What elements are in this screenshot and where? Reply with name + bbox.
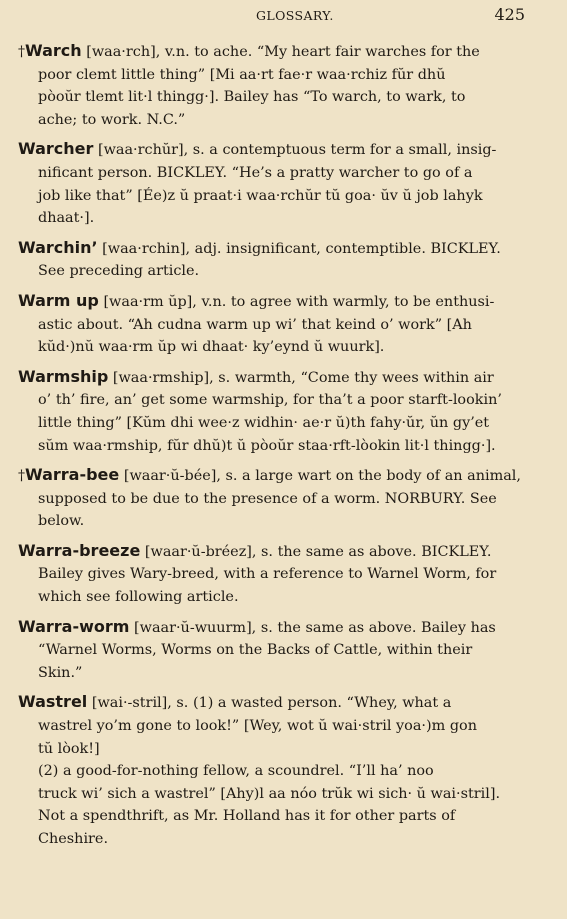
entry-line — [38, 662, 547, 685]
entry-text: Cheshire. — [38, 831, 109, 847]
entry-line — [38, 828, 547, 851]
entry-line — [18, 540, 547, 564]
entry-line — [38, 389, 547, 412]
entry-text: wastrel yo’m gone to look!” [Wey, wot ŭ wai·stril yoa·)m gon — [38, 718, 477, 735]
entry-line — [18, 366, 547, 390]
entry-text: [waar·ŭ-bréez], s. the same as above. BICKLEY. — [144, 543, 492, 560]
entry-line — [38, 185, 547, 208]
entry-text: (2) a good-for-nothing fellow, a scoundrel. “I’ll ha’ noo — [38, 763, 434, 780]
glossary-entry — [18, 616, 547, 685]
entry-text: job like that” [Ée)z ŭ praat·i waa·rchŭr tŭ goa· ŭv ŭ job lahyk — [38, 187, 483, 204]
entry-text: Bailey gives Wary-breed, with a reference to Warnel Worm, for — [38, 566, 497, 583]
headword: Warm up — [18, 290, 99, 310]
entry-line — [38, 738, 547, 761]
entry-text: which see following article. — [38, 589, 239, 606]
glossary-entry — [18, 237, 547, 283]
glossary-entries — [18, 40, 547, 851]
obsolete-marker: † — [18, 44, 25, 60]
entry-text: o’ th’ fire, an’ get some warmship, for tha’t a poor starft-lookin’ — [38, 392, 502, 409]
entry-text: poor clemt little thing” [Mi aa·rt fae·r waa·rchiz fŭr dhŭ — [38, 66, 446, 83]
entry-text: [waar·ŭ-wuurm], s. the same as above. Bailey has — [134, 619, 496, 636]
entry-line — [18, 237, 547, 261]
glossary-entry — [18, 464, 547, 533]
entry-text: [waa·rch], v.n. to ache. “My heart fair warches for the — [86, 44, 480, 60]
entry-text: Skin.” — [38, 664, 83, 681]
page-number: 425 — [494, 5, 525, 24]
page-header — [18, 0, 547, 40]
entry-line — [18, 40, 547, 64]
entry-line — [38, 86, 547, 109]
entry-text: pòoŭr tlemt lit·l thingg·]. Bailey has “To warch, to wark, to — [38, 89, 466, 106]
entry-line — [38, 488, 547, 511]
entry-line — [38, 715, 547, 738]
entry-text: kŭd·)nŭ waa·rm ŭp wi dhaat· ky’eynd ŭ wuurk]. — [38, 339, 385, 356]
entry-line — [38, 760, 547, 783]
running-title: GLOSSARY. — [256, 8, 334, 23]
entry-line — [18, 464, 547, 488]
entry-text: ache; to work. N.C.” — [38, 111, 186, 128]
entry-text: dhaat·]. — [38, 210, 95, 227]
headword: Warmship — [18, 366, 109, 386]
entry-text: [waa·rchin], adj. insignificant, contemptible. BICKLEY. — [102, 240, 501, 257]
entry-text: “Warnel Worms, Worms on the Backs of Cattle, within their — [38, 642, 473, 659]
glossary-entry — [18, 290, 547, 359]
entry-text: [wai·-stril], s. (1) a wasted person. “Whey, what a — [91, 695, 452, 712]
entry-line — [18, 616, 547, 640]
entry-text: tŭ lòok!] — [38, 740, 100, 757]
glossary-entry — [18, 540, 547, 609]
headword: Warchin’ — [18, 237, 98, 257]
entry-text: sŭm waa·rmship, fŭr dhŭ)t ŭ pòoŭr staa·rft-lòokin lit·l thingg·]. — [38, 437, 496, 454]
entry-line — [38, 162, 547, 185]
entry-text: [waa·rm ŭp], v.n. to agree with warmly, to be enthusi- — [103, 293, 495, 310]
entry-line — [38, 639, 547, 662]
entry-line — [38, 314, 547, 337]
glossary-entry — [18, 366, 547, 457]
entry-line — [38, 336, 547, 359]
entry-line — [18, 290, 547, 314]
glossary-entry — [18, 138, 547, 229]
headword: Warcher — [18, 139, 94, 159]
entry-line — [38, 109, 547, 132]
headword: Warra-bee — [25, 465, 120, 485]
entry-text: nificant person. BICKLEY. “He’s a pratty warcher to go of a — [38, 164, 473, 181]
entry-line — [18, 691, 547, 715]
entry-line — [38, 412, 547, 435]
entry-text: [waa·rmship], s. warmth, “Come thy wees within air — [112, 369, 494, 386]
entry-text: Not a spendthrift, as Mr. Holland has it for other parts of — [38, 808, 456, 825]
entry-text: [waar·ŭ-bée], s. a large wart on the body of an animal, — [123, 468, 521, 485]
glossary-entry — [18, 691, 547, 850]
entry-line — [38, 783, 547, 806]
entry-line — [38, 207, 547, 230]
entry-text: supposed to be due to the presence of a worm. NORBURY. See — [38, 490, 497, 507]
entry-text: See preceding article. — [38, 263, 200, 280]
entry-line — [38, 805, 547, 828]
entry-line — [38, 586, 547, 609]
entry-text: astic about. “Ah cudna warm up wi’ that keind o’ work” [Ah — [38, 316, 472, 333]
headword: Warra-worm — [18, 616, 130, 636]
entry-line — [38, 510, 547, 533]
entry-text: little thing” [Kŭm dhi wee·z widhin· ae·r ŭ)th fahy·ŭr, ŭn gy’et — [38, 414, 490, 431]
headword: Warra-breeze — [18, 540, 141, 560]
entry-line — [18, 138, 547, 162]
entry-text: truck wi’ sich a wastrel” [Ahy)l aa nóo trŭk wi sich· ŭ wai·stril]. — [38, 785, 501, 802]
headword: Warch — [25, 41, 82, 60]
entry-text: below. — [38, 513, 85, 530]
entry-line — [38, 435, 547, 458]
entry-line — [38, 260, 547, 283]
glossary-entry — [18, 40, 547, 131]
entry-line — [38, 64, 547, 87]
obsolete-marker: † — [18, 468, 25, 485]
headword: Wastrel — [18, 692, 88, 712]
entry-line — [38, 563, 547, 586]
entry-text: [waa·rchŭr], s. a contemptuous term for a small, insig- — [97, 142, 497, 159]
